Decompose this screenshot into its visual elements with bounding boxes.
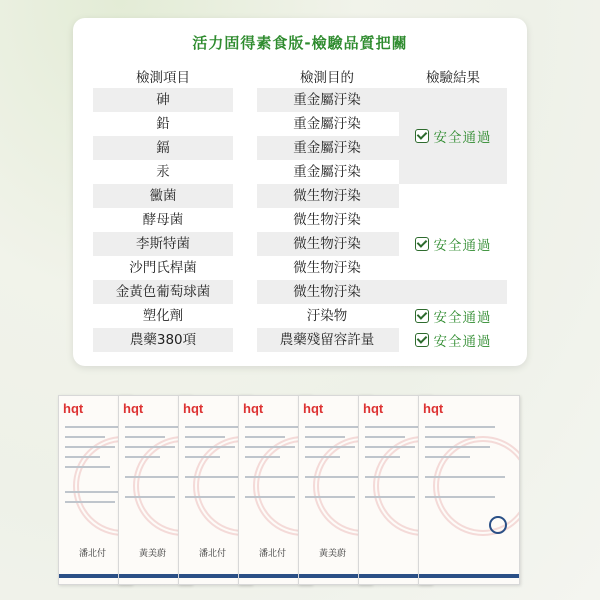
- hqt-logo: hqt: [123, 401, 144, 416]
- checkbox-check-icon: [415, 237, 429, 251]
- table-row: [93, 256, 399, 280]
- cell-item: 農藥380項: [129, 332, 197, 348]
- result-label: 安全通過: [433, 130, 492, 146]
- hqt-logo: hqt: [63, 401, 84, 416]
- signature: 潘北付: [199, 549, 227, 559]
- table-row: [93, 328, 399, 352]
- certification-seal-icon: [489, 516, 507, 534]
- cell-item: 酵母菌: [142, 212, 184, 228]
- table-row: [93, 304, 399, 328]
- cell-purpose: 重金屬汙染: [293, 164, 361, 180]
- cell-purpose: 汙染物: [306, 308, 348, 324]
- cell-purpose: 微生物汙染: [293, 284, 361, 300]
- cell-item: 沙門氏桿菌: [129, 260, 197, 276]
- cell-item: 金黃色葡萄球菌: [115, 284, 211, 300]
- header-item: 檢測項目: [136, 70, 190, 86]
- table-row: [93, 184, 399, 208]
- hqt-logo: hqt: [183, 401, 204, 416]
- result-plasticizer: [399, 305, 507, 327]
- result-band: [399, 280, 507, 304]
- cell-purpose: 農藥殘留容許量: [279, 332, 375, 348]
- hqt-logo: hqt: [303, 401, 324, 416]
- header-result: 檢驗結果: [426, 70, 480, 86]
- signature: 潘北付: [259, 549, 287, 559]
- table-row: [93, 280, 399, 304]
- table-row: [93, 88, 399, 112]
- cell-item: 李斯特菌: [136, 236, 190, 252]
- hqt-logo: hqt: [423, 401, 444, 416]
- table-row: [93, 232, 399, 256]
- table-row: [93, 208, 399, 232]
- checkbox-check-icon: [415, 129, 429, 143]
- cell-purpose: 微生物汙染: [293, 236, 361, 252]
- cell-item: 塑化劑: [142, 308, 184, 324]
- cell-purpose: 微生物汙染: [293, 188, 361, 204]
- cell-purpose: 微生物汙染: [293, 260, 361, 276]
- cell-item: 鉛: [156, 116, 170, 132]
- signature: 潘北付: [79, 549, 107, 559]
- cell-purpose: 微生物汙染: [293, 212, 361, 228]
- header-purpose: 檢測目的: [300, 70, 354, 86]
- hqt-logo: hqt: [243, 401, 264, 416]
- watermark-arc: [433, 436, 520, 536]
- cell-item: 鎘: [156, 140, 170, 156]
- checkbox-check-icon: [415, 333, 429, 347]
- result-label: 安全通過: [433, 238, 492, 254]
- signature: 黃美蔚: [319, 549, 347, 559]
- cell-purpose: 重金屬汙染: [293, 92, 361, 108]
- card-title: 活力固得素食版-檢驗品質把關: [192, 34, 408, 52]
- table-row: [93, 112, 399, 136]
- result-label: 安全通過: [433, 334, 492, 350]
- table-row: [93, 160, 399, 184]
- quality-card: [73, 18, 527, 366]
- result-pesticide: [399, 329, 507, 351]
- cell-item: 砷: [156, 92, 170, 108]
- cell-item: 汞: [156, 164, 170, 180]
- result-label: 安全通過: [433, 310, 492, 326]
- cell-purpose: 重金屬汙染: [293, 140, 361, 156]
- signature: 黃美蔚: [139, 549, 167, 559]
- lab-reports: [58, 395, 554, 585]
- result-heavy-metals: [399, 125, 507, 147]
- result-microbes: [399, 233, 507, 255]
- checkbox-check-icon: [415, 309, 429, 323]
- hqt-logo: hqt: [363, 401, 384, 416]
- report-document: [418, 395, 520, 585]
- table-row: [93, 136, 399, 160]
- cell-purpose: 重金屬汙染: [293, 116, 361, 132]
- cell-item: 黴菌: [149, 188, 177, 204]
